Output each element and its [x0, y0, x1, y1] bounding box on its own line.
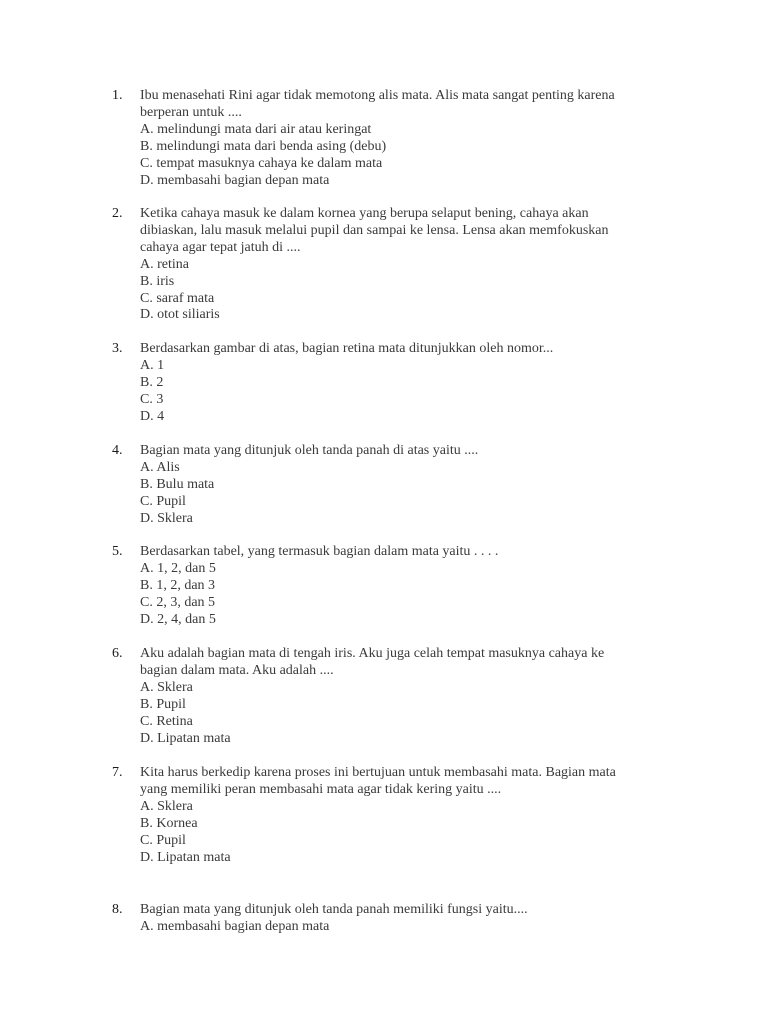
question-text-line: Bagian mata yang ditunjuk oleh tanda panah di atas yaitu .... [140, 443, 479, 458]
question-number: 2. [112, 206, 123, 221]
answer-option-b: B. Kornea [140, 815, 198, 831]
question-text-line: Berdasarkan gambar di atas, bagian retina mata ditunjukkan oleh nomor... [140, 341, 554, 356]
question-1 [112, 88, 672, 189]
answer-option-a: A. retina [140, 256, 189, 272]
answer-option-a: A. Alis [140, 459, 180, 475]
question-text-line: bagian dalam mata. Aku adalah .... [140, 662, 334, 678]
question-body [140, 88, 672, 189]
question-text-line: Kita harus berkedip karena proses ini bertujuan untuk membasahi mata. Bagian mata [140, 765, 616, 780]
question-4 [112, 443, 672, 528]
question-text-line: yang memiliki peran membasahi mata agar tidak kering yaitu .... [140, 781, 502, 797]
question-body [140, 902, 672, 936]
answer-option-b: B. iris [140, 273, 175, 289]
answer-option-b: B. 2 [140, 374, 164, 390]
question-body [140, 206, 672, 324]
question-body [140, 443, 672, 528]
answer-option-c: C. Pupil [140, 832, 186, 848]
question-number: 7. [112, 765, 123, 780]
answer-option-a: A. membasahi bagian depan mata [140, 918, 330, 934]
answer-option-d: D. 4 [140, 408, 165, 424]
question-7 [112, 765, 672, 866]
question-number: 8. [112, 902, 123, 917]
answer-option-a: A. Sklera [140, 679, 193, 695]
answer-option-c: C. 2, 3, dan 5 [140, 594, 216, 610]
answer-option-b: B. 1, 2, dan 3 [140, 577, 216, 593]
question-text-line: Ketika cahaya masuk ke dalam kornea yang berupa selaput bening, cahaya akan [140, 206, 589, 221]
answer-option-d: D. 2, 4, dan 5 [140, 611, 216, 627]
question-text-line: Berdasarkan tabel, yang termasuk bagian dalam mata yaitu . . . . [140, 544, 499, 559]
answer-option-c: C. Pupil [140, 493, 186, 509]
answer-option-d: D. otot siliaris [140, 307, 220, 323]
answer-option-c: C. 3 [140, 391, 164, 407]
question-text-line: Aku adalah bagian mata di tengah iris. Aku juga celah tempat masuknya cahaya ke [140, 646, 605, 661]
answer-option-b: B. Bulu mata [140, 476, 215, 492]
question-body [140, 341, 672, 426]
question-text-line: Bagian mata yang ditunjuk oleh tanda panah memiliki fungsi yaitu.... [140, 902, 528, 917]
question-number: 5. [112, 544, 123, 559]
question-3 [112, 341, 672, 426]
answer-option-d: D. Lipatan mata [140, 730, 231, 746]
question-number: 1. [112, 88, 123, 103]
answer-option-c: C. saraf mata [140, 290, 215, 306]
answer-option-b: B. Pupil [140, 696, 186, 712]
question-text-line: cahaya agar tepat jatuh di .... [140, 239, 301, 255]
question-6 [112, 646, 672, 747]
question-body [140, 646, 672, 747]
question-number: 6. [112, 646, 123, 661]
answer-option-c: C. Retina [140, 713, 193, 729]
answer-option-c: C. tempat masuknya cahaya ke dalam mata [140, 155, 383, 171]
question-number: 4. [112, 443, 123, 458]
answer-option-b: B. melindungi mata dari benda asing (debu) [140, 138, 387, 154]
question-2 [112, 206, 672, 324]
answer-option-d: D. Lipatan mata [140, 849, 231, 865]
answer-option-a: A. melindungi mata dari air atau keringat [140, 121, 372, 137]
question-number: 3. [112, 341, 123, 356]
answer-option-a: A. Sklera [140, 798, 193, 814]
question-body [140, 765, 672, 866]
question-body [140, 544, 672, 629]
question-5 [112, 544, 672, 629]
question-text-line: berperan untuk .... [140, 104, 242, 120]
answer-option-a: A. 1, 2, dan 5 [140, 560, 216, 576]
question-8 [112, 902, 672, 936]
question-text-line: dibiaskan, lalu masuk melalui pupil dan sampai ke lensa. Lensa akan memfokuskan [140, 222, 609, 238]
answer-option-d: D. Sklera [140, 510, 193, 526]
answer-option-d: D. membasahi bagian depan mata [140, 172, 330, 188]
answer-option-a: A. 1 [140, 357, 165, 373]
question-text-line: Ibu menasehati Rini agar tidak memotong alis mata. Alis mata sangat penting karena [140, 88, 615, 103]
